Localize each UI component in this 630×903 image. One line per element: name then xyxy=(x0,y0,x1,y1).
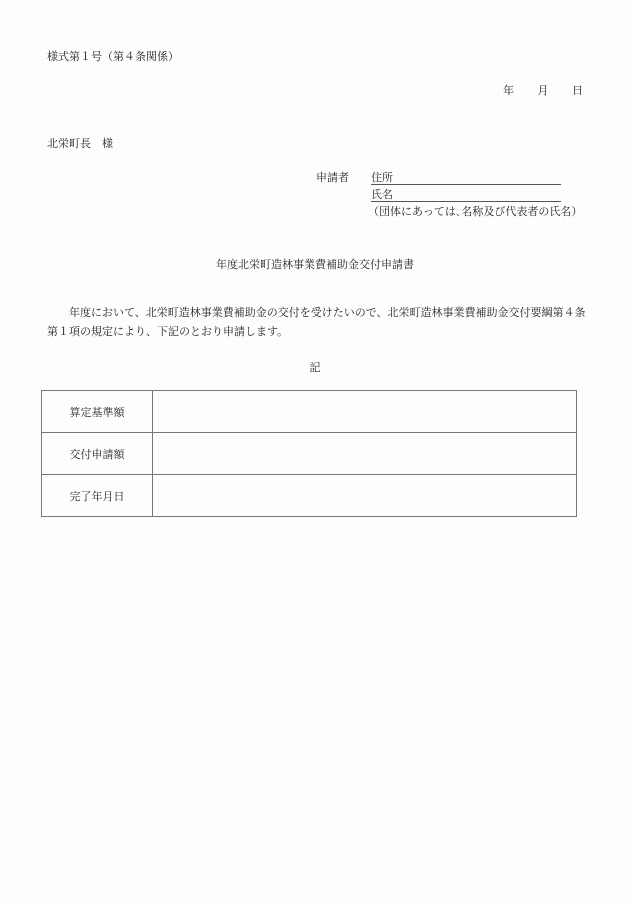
address-label: 住所 xyxy=(371,171,393,184)
address-field[interactable] xyxy=(371,169,561,185)
table-row xyxy=(42,391,577,433)
row-label: 算定基準額 xyxy=(42,391,153,433)
organization-note: （団体にあっては､名称及び代表者の氏名） xyxy=(368,205,583,218)
name-field[interactable] xyxy=(371,186,561,202)
document-title: 年度北栄町造林事業費補助金交付申請書 xyxy=(216,258,414,271)
date-month: 月 xyxy=(537,84,549,97)
table-row xyxy=(42,475,577,517)
addressee: 北栄町長 様 xyxy=(47,137,113,150)
row-value-requested-amount[interactable] xyxy=(153,433,577,475)
applicant-label: 申請者 xyxy=(316,171,349,184)
table-row xyxy=(42,433,577,475)
form-number: 様式第１号（第４条関係） xyxy=(47,50,179,63)
date-day: 日 xyxy=(572,84,583,97)
row-label: 交付申請額 xyxy=(42,433,153,475)
row-value-completion-date[interactable] xyxy=(153,475,577,517)
date-year: 年 xyxy=(503,84,514,97)
name-label: 氏名 xyxy=(371,188,393,201)
row-label: 完了年月日 xyxy=(42,475,153,517)
body-text: 年度において、北栄町造林事業費補助金の交付を受けたいので、北栄町造林事業費補助金交付要綱第４条第１項の規定により、下記のとおり申請します。 xyxy=(47,306,586,338)
details-table xyxy=(41,390,577,517)
row-value-calculation-base[interactable] xyxy=(153,391,577,433)
ki-heading: 記 xyxy=(309,361,321,374)
date-line xyxy=(483,82,583,98)
